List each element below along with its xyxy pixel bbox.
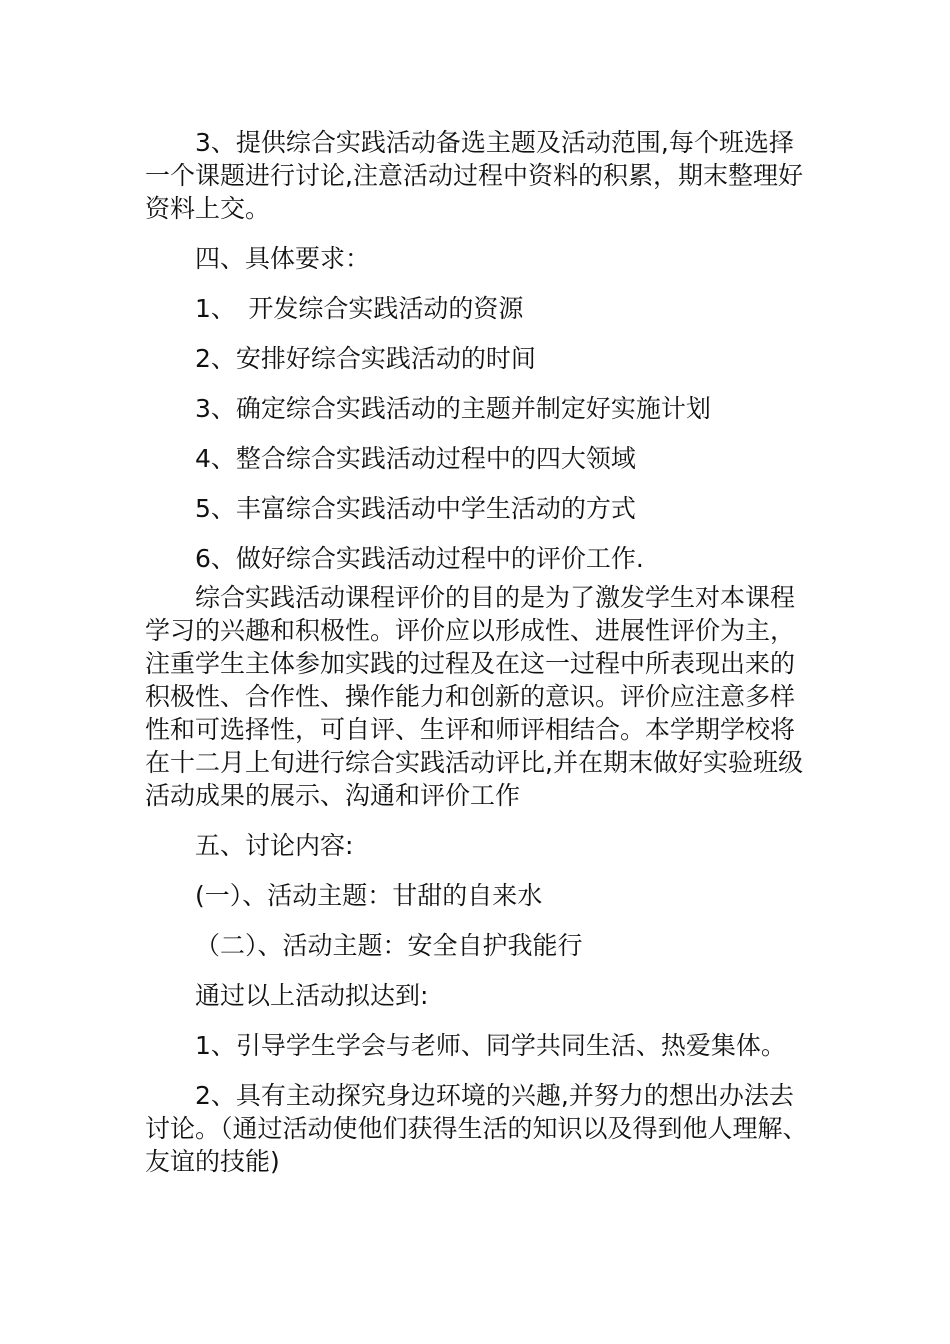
goal-item-1: 1、引导学生学会与老师、同学共同生活、热爱集体。: [195, 1031, 786, 1060]
requirement-item-2: 2、安排好综合实践活动的时间: [195, 344, 536, 373]
requirement-item-3: 3、确定综合实践活动的主题并制定好实施计划: [195, 394, 711, 423]
paragraph-item-3-topics: 3、提供综合实践活动备选主题及活动范围,每个班选择一个课题进行讨论,注意活动过程中资料的积累，期末整理好资料上交。: [145, 128, 803, 223]
requirement-item-5: 5、丰富综合实践活动中学生活动的方式: [195, 494, 636, 523]
goals-intro: 通过以上活动拟达到:: [195, 981, 429, 1010]
requirement-item-6: 6、做好综合实践活动过程中的评价工作.: [195, 544, 644, 573]
discussion-topic-2: （二）、活动主题：安全自护我能行: [195, 931, 583, 960]
discussion-topic-1: (一）、活动主题：甘甜的自来水: [195, 881, 543, 910]
requirement-item-1: 1、 开发综合实践活动的资源: [195, 294, 524, 323]
section-heading-discussion: 五、讨论内容:: [195, 831, 354, 860]
goal-item-2: 2、具有主动探究身边环境的兴趣,并努力的想出办法去讨论。（通过活动使他们获得生活的知识以及得到他人理解、友谊的技能): [145, 1081, 808, 1176]
document-body: [145, 126, 810, 1178]
evaluation-paragraph: 综合实践活动课程评价的目的是为了激发学生对本课程学习的兴趣和积极性。评价应以形成性、进展性评价为主，注重学生主体参加实践的过程及在这一过程中所表现出来的积极性、合作性、操作能力和创新的意识。评价应注意多样性和可选择性，可自评、生评和师评相结合。本学期学校将在十二月上旬进行综合实践活动评比,并在期末做好实验班级活动成果的展示、沟通和评价工作: [145, 583, 803, 810]
section-heading-requirements: 四、具体要求：: [195, 244, 371, 273]
requirement-item-4: 4、整合综合实践活动过程中的四大领域: [195, 444, 636, 473]
